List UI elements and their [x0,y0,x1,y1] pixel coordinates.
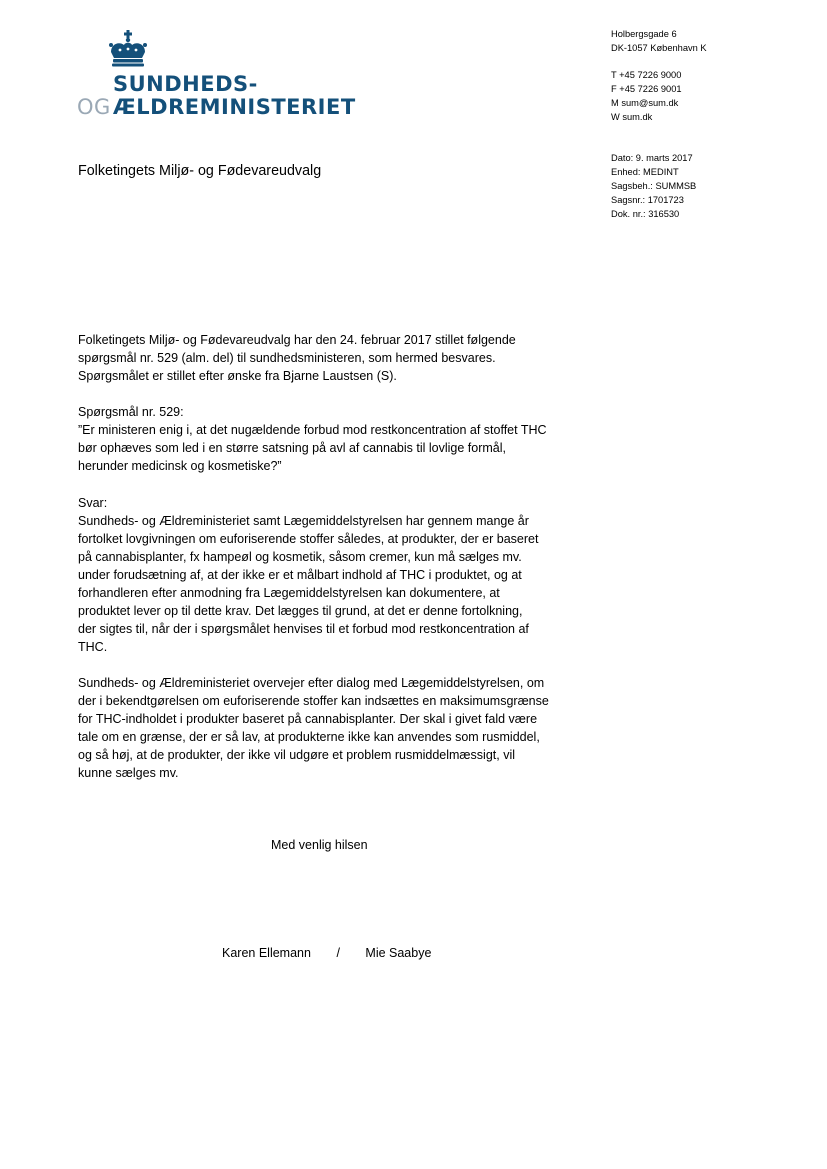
meta-case-handler: Sagsbeh.: SUMMSB [611,180,697,191]
closing-greeting: Med venlig hilsen [271,838,368,852]
logo-text-og: OG [77,95,111,119]
text-line: Sundheds- og Ældreministeriet samt Lægemiddelstyrelsen har gennem mange år [78,514,529,528]
intro-paragraph [78,331,578,385]
text-line: ”Er ministeren enig i, at det nugældende forbud mod restkoncentration af stoffet THC [78,423,547,437]
signatory-name-1: Karen Ellemann [222,946,311,960]
recipient: Folketingets Miljø- og Fødevareudvalg [78,163,322,179]
answer-heading: Svar: [78,496,108,510]
meta-case-number: Sagsnr.: 1701723 [611,194,684,205]
text-line: forhandleren efter anmodning fra Lægemiddelstyrelsen kan dokumentere, at [78,586,500,600]
logo-text-line1: SUNDHEDS- [113,72,258,96]
text-line: fortolket lovgivningen om euforiserende stoffer således, at produkter, der er baseret [78,532,539,546]
text-line: tale om en grænse, der er så lav, at produkterne ikke kan anvendes som rusmiddel, [78,730,540,744]
text-line: under forudsætning af, at der ikke er et målbart indhold af THC i produktet, og at [78,568,522,582]
text-line: der i bekendtgørelsen om euforiserende stoffer kan indsættes en maksimumsgrænse [78,694,549,708]
question-paragraph [78,403,578,475]
question-heading: Spørgsmål nr. 529: [78,405,184,419]
meta-document-number: Dok. nr.: 316530 [611,208,680,219]
address-street: Holbergsgade 6 [611,29,677,39]
signatory-name-2: Mie Saabye [365,946,432,960]
answer-paragraph-2 [78,674,578,782]
contact-phone: T +45 7226 9000 [611,70,682,80]
text-line: Sundheds- og Ældreministeriet overvejer efter dialog med Lægemiddelstyrelsen, om [78,676,545,690]
contact-email: M sum@sum.dk [611,97,679,108]
text-line: på cannabisplanter, fx hampeøl og kosmetik, såsom cremer, kun må sælges mv. [78,550,522,564]
contact-fax: F +45 7226 9001 [611,83,682,94]
text-line: kunne sælges mv. [78,766,179,780]
crown-icon [107,30,149,68]
text-line: der sigtes til, når der i spørgsmålet henvises til et forbud mod restkoncentration af [78,622,529,636]
text-line: Spørgsmålet er stillet efter ønske fra Bjarne Laustsen (S). [78,369,397,383]
signature-line [222,946,431,960]
text-line: produktet lever op til dette krav. Det lægges til grund, at det er denne fortolkning, [78,604,523,618]
meta-date: Dato: 9. marts 2017 [611,153,693,163]
text-line: spørgsmål nr. 529 (alm. del) til sundhedsministeren, som hermed besvares. [78,351,496,365]
contact-web: W sum.dk [611,111,653,122]
answer-paragraph [78,494,578,656]
text-line: for THC-indholdet i produkter baseret på cannabisplanter. Der skal i givet fald være [78,712,538,726]
sender-address [611,28,707,56]
signature-separator: / [336,946,340,960]
text-line: THC. [78,640,108,654]
logo-text-line2: ÆLDREMINISTERIET [113,95,356,119]
meta-unit: Enhed: MEDINT [611,166,679,177]
sender-contact [611,69,682,125]
text-line: bør ophæves som led i en større satsning på avl af cannabis til lovlige formål, [78,441,506,455]
text-line: Folketingets Miljø- og Fødevareudvalg har den 24. februar 2017 stillet følgende [78,333,516,347]
document-meta [611,152,696,222]
text-line: herunder medicinsk og kosmetiske?” [78,459,282,473]
address-city: DK-1057 København K [611,42,707,53]
text-line: og så høj, at de produkter, der ikke vil udgøre et problem rusmiddelmæssigt, vil [78,748,515,762]
